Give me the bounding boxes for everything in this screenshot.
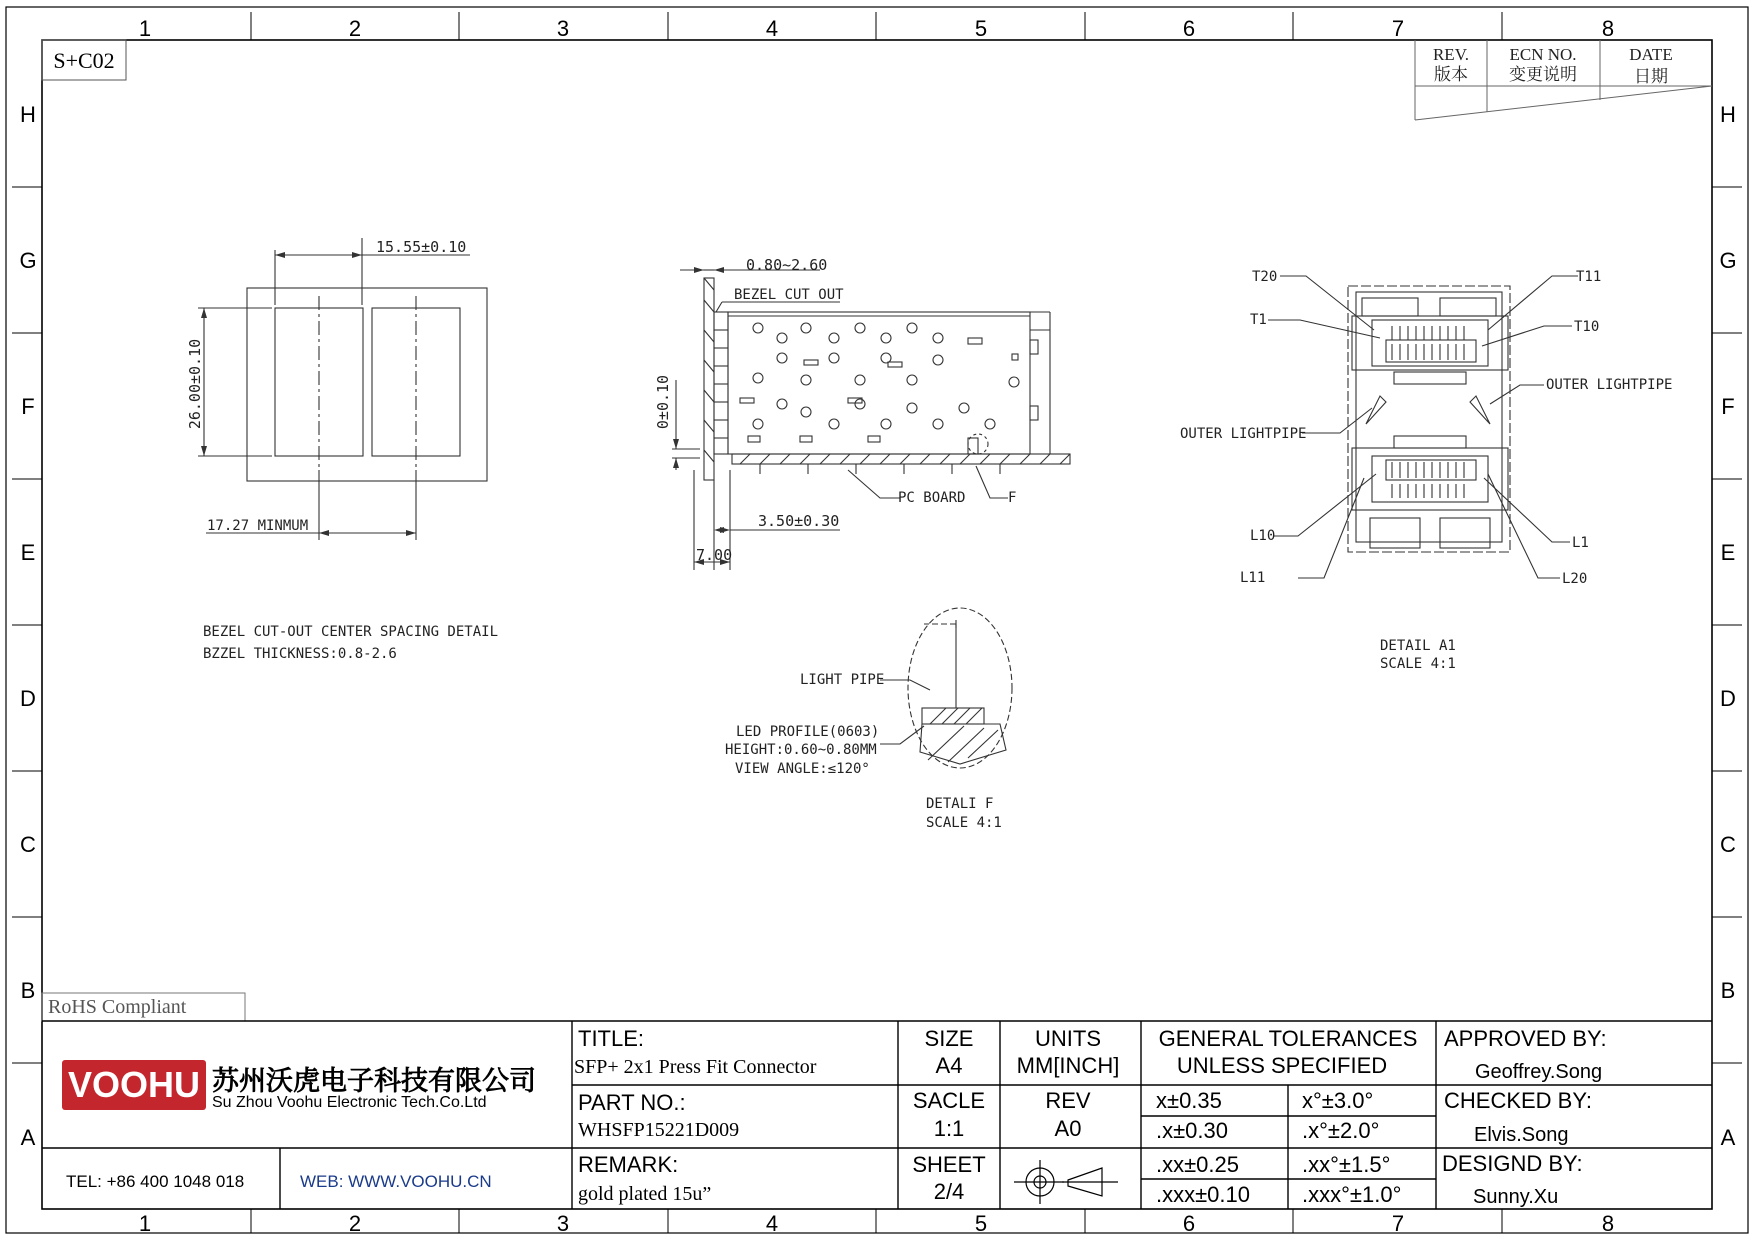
- rev-value: A0: [1054, 1116, 1082, 1141]
- approved-value: Geoffrey.Song: [1475, 1061, 1603, 1083]
- tolerance-linear: .xx±0.25: [1156, 1152, 1240, 1177]
- tolerance-linear: .xxx±0.10: [1156, 1182, 1251, 1207]
- scale-value: 1:1: [933, 1116, 965, 1141]
- row-label: D: [1720, 686, 1736, 711]
- drawing-code: S+C02: [53, 48, 115, 73]
- detail-f-ref: F: [1008, 490, 1017, 506]
- row-label: E: [1720, 540, 1736, 565]
- rev-header: REV.: [1432, 45, 1470, 64]
- led-note-1: LED PROFILE(0603): [736, 724, 880, 740]
- part-value: WHSFP15221D009: [578, 1119, 740, 1141]
- label-light-pipe: LIGHT PIPE: [800, 672, 885, 688]
- col-label: 8: [1601, 16, 1615, 41]
- tolerance-angular: .xxx°±1.0°: [1302, 1182, 1402, 1207]
- label-l20: L20: [1562, 571, 1588, 587]
- bezel-note-2: BZZEL THICKNESS:0.8-2.6: [203, 646, 397, 662]
- col-label: 7: [1391, 16, 1405, 41]
- col-label: 6: [1182, 16, 1196, 41]
- website: WEB: WWW.VOOHU.CN: [300, 1172, 492, 1191]
- designed-value: Sunny.Xu: [1473, 1186, 1559, 1208]
- row-label: E: [20, 540, 36, 565]
- tolerance-linear: .x±0.30: [1156, 1118, 1229, 1143]
- dim-offset: 3.50±0.30: [758, 512, 840, 530]
- checked-label: CHECKED BY:: [1444, 1088, 1592, 1113]
- pcb-label: PC BOARD: [898, 490, 966, 506]
- detail-a1-scale: SCALE 4:1: [1380, 656, 1456, 672]
- col-label: 8: [1601, 1211, 1615, 1236]
- dim-depth: 7.00: [696, 546, 733, 564]
- approved-label: APPROVED BY:: [1444, 1026, 1607, 1051]
- detail-f-caption: DETALI F: [926, 796, 994, 812]
- rev-label: REV: [1045, 1088, 1091, 1113]
- tel-number: TEL: +86 400 1048 018: [66, 1172, 245, 1191]
- led-note-3: VIEW ANGLE:≤120°: [735, 761, 870, 777]
- bezel-cutout-view: [198, 238, 487, 540]
- revision-table-headers: [1433, 45, 1673, 86]
- dim-bezel: 0.80~2.60: [746, 256, 828, 274]
- col-label: 5: [974, 16, 988, 41]
- col-label: 4: [765, 16, 779, 41]
- units-value: MM[INCH]: [1016, 1053, 1120, 1078]
- col-label: 1: [138, 16, 152, 41]
- row-label: G: [1719, 248, 1737, 273]
- projection-symbol-icon: [1014, 1160, 1118, 1204]
- title-block-values: [574, 1056, 817, 1205]
- label-t10: T10: [1574, 319, 1600, 335]
- sheet-label: SHEET: [912, 1152, 986, 1177]
- row-label: A: [1720, 1125, 1736, 1150]
- detail-f-view: [880, 608, 1012, 768]
- remark-value: gold plated 15u”: [578, 1183, 712, 1205]
- label-t11: T11: [1576, 269, 1602, 285]
- title-block-labels: [578, 1026, 1607, 1207]
- bezel-dim-arrows: [201, 252, 416, 536]
- row-label: B: [20, 978, 36, 1003]
- col-label: 4: [765, 1211, 779, 1236]
- scale-label: SACLE: [912, 1088, 986, 1113]
- row-labels-right: [1719, 102, 1736, 1150]
- label-l10: L10: [1250, 528, 1276, 544]
- row-label: G: [19, 248, 37, 273]
- part-label: PART NO.:: [578, 1090, 686, 1115]
- label-t1: T1: [1250, 312, 1267, 328]
- label-outer-lightpipe-left: OUTER LIGHTPIPE: [1180, 426, 1307, 442]
- dim-min: 17.27 MINMUM: [207, 518, 309, 534]
- dim-vertical: 0±0.10: [654, 374, 672, 430]
- row-label: F: [1721, 394, 1735, 419]
- designed-label: DESIGND BY:: [1442, 1151, 1583, 1176]
- units-label: UNITS: [1035, 1026, 1101, 1051]
- led-note-2: HEIGHT:0.60~0.80MM: [725, 742, 877, 758]
- row-label: H: [1720, 102, 1736, 127]
- title-value: SFP+ 2x1 Press Fit Connector: [574, 1056, 817, 1078]
- sheet-value: 2/4: [933, 1179, 965, 1204]
- dim-height: 26.00±0.10: [186, 338, 204, 430]
- rohs-label: RoHS Compliant: [48, 996, 187, 1018]
- col-label: 6: [1182, 1211, 1196, 1236]
- title-label: TITLE:: [578, 1026, 645, 1051]
- size-label: SIZE: [924, 1026, 974, 1051]
- detail-a1-labels: [1180, 269, 1672, 672]
- tolerance-title-1: GENERAL TOLERANCES: [1158, 1026, 1418, 1051]
- row-label: B: [1720, 978, 1736, 1003]
- bezel-cutout-label: BEZEL CUT OUT: [734, 287, 844, 303]
- remark-label: REMARK:: [578, 1152, 679, 1177]
- row-label: H: [20, 102, 36, 127]
- row-labels-left: [19, 102, 36, 1150]
- col-label: 1: [138, 1211, 152, 1236]
- col-label: 3: [556, 16, 570, 41]
- tolerance-linear: x±0.35: [1156, 1088, 1222, 1113]
- side-view: [672, 270, 1070, 570]
- row-label: A: [20, 1125, 36, 1150]
- ecn-header-cn: 变更说明: [1509, 65, 1577, 84]
- tolerance-title-2: UNLESS SPECIFIED: [1176, 1053, 1388, 1078]
- col-label: 5: [974, 1211, 988, 1236]
- col-label: 3: [556, 1211, 570, 1236]
- label-t20: T20: [1252, 269, 1278, 285]
- date-header-cn: 日期: [1634, 67, 1668, 86]
- row-label: C: [1720, 832, 1736, 857]
- col-label: 2: [348, 16, 362, 41]
- size-value: A4: [935, 1053, 963, 1078]
- date-header: DATE: [1629, 45, 1673, 64]
- row-label: F: [21, 394, 35, 419]
- company-name-cn: 苏州沃虎电子科技有限公司: [212, 1066, 536, 1096]
- detail-f-scale: SCALE 4:1: [926, 815, 1002, 831]
- label-l1: L1: [1572, 535, 1589, 551]
- voohu-logo-text: VOOHU: [67, 1064, 201, 1105]
- checked-value: Elvis.Song: [1474, 1124, 1569, 1146]
- detail-f-labels: [725, 672, 1002, 831]
- detail-a1-caption: DETAIL A1: [1380, 638, 1456, 654]
- ecn-header: ECN NO.: [1509, 45, 1577, 64]
- label-outer-lightpipe-right: OUTER LIGHTPIPE: [1546, 377, 1673, 393]
- signature-values: [1473, 1061, 1602, 1208]
- col-label: 2: [348, 1211, 362, 1236]
- company-name-en: Su Zhou Voohu Electronic Tech.Co.Ltd: [212, 1094, 487, 1111]
- label-l11: L11: [1240, 570, 1266, 586]
- row-label: D: [20, 686, 36, 711]
- dim-spacing: 15.55±0.10: [376, 238, 467, 256]
- detail-a1-view: [1268, 276, 1578, 578]
- tolerance-angular: .x°±2.0°: [1302, 1118, 1380, 1143]
- rev-header-cn: 版本: [1434, 65, 1468, 84]
- tolerance-angular: .xx°±1.5°: [1302, 1152, 1391, 1177]
- bezel-note-1: BEZEL CUT-OUT CENTER SPACING DETAIL: [203, 624, 499, 640]
- tolerance-angular: x°±3.0°: [1302, 1088, 1374, 1113]
- col-label: 7: [1391, 1211, 1405, 1236]
- row-label: C: [20, 832, 36, 857]
